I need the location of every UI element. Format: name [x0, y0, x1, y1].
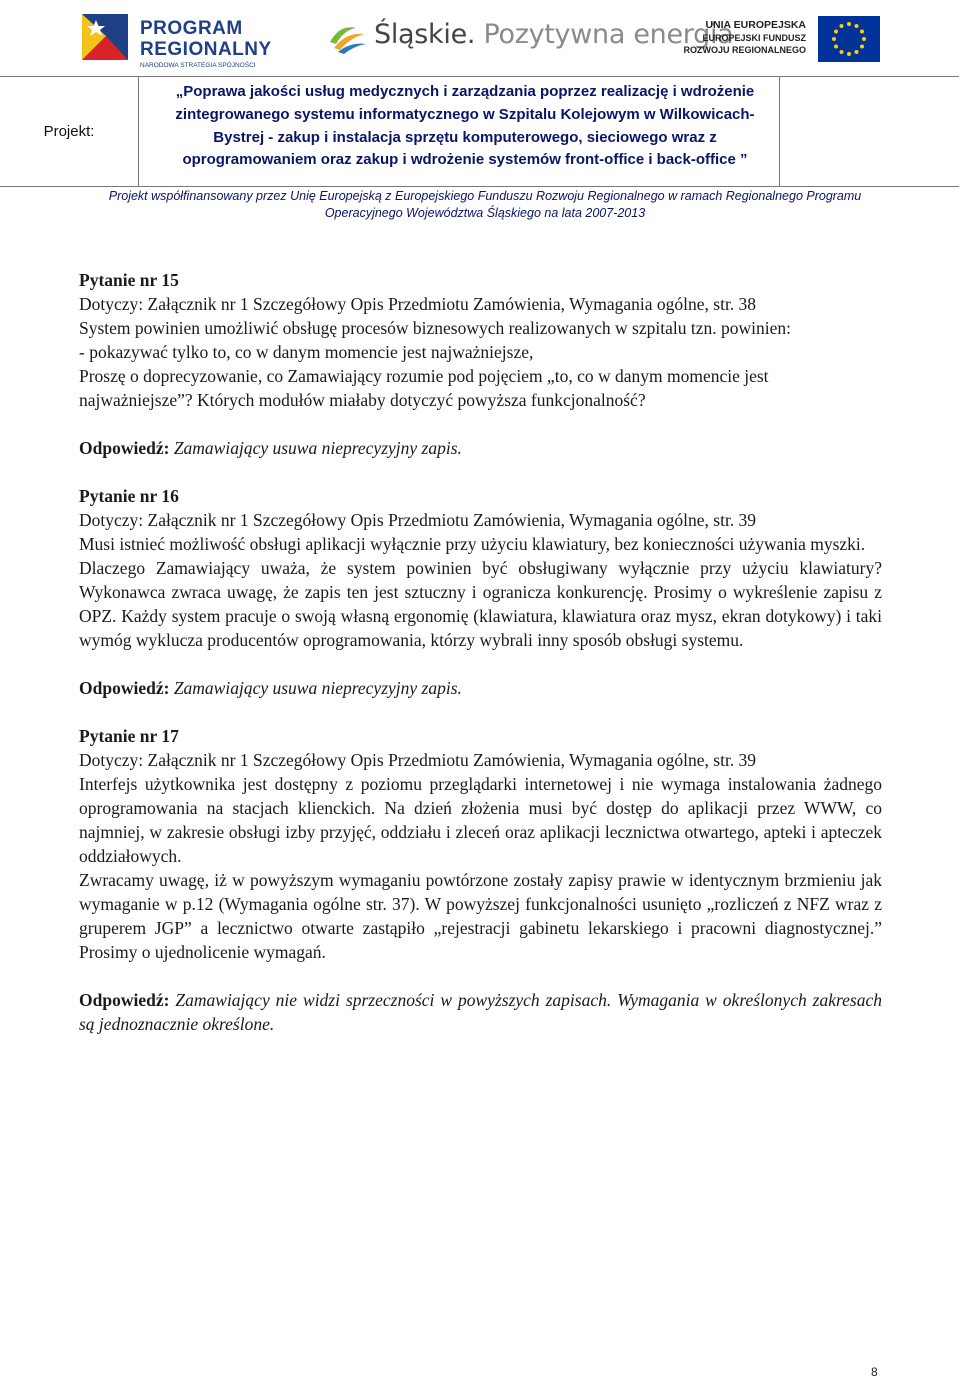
answer-text: Zamawiający nie widzi sprzeczności w powyższych zapisach. Wymagania w określonych zakresach są jednoznacznie określone. — [79, 990, 883, 1034]
answer — [79, 988, 882, 1036]
question-reference: Dotyczy: Załącznik nr 1 Szczegółowy Opis Przedmiotu Zamówienia, Wymagania ogólne, str. 38 — [79, 294, 757, 314]
question-text: Interfejs użytkownika jest dostępny z poziomu przeglądarki internetowej i nie wymaga instalowania żadnego oprogramowania na stacjach klienckich. Na dzień złożenia musi być dostęp do aplikacji przez WWW, co najmniej, w zakresie obsługi izby przyjęć, oddziału i zleceń oraz aplikacji lecznictwa otwartego, apteki i apteczek oddziałowych. — [79, 774, 882, 866]
eu-logo-line2: EUROPEJSKI FUNDUSZ — [702, 33, 806, 43]
question-text: Musi istnieć możliwość obsługi aplikacji wyłącznie przy użyciu klawiatury, bez konieczności używania myszki. — [79, 534, 866, 554]
slaskie-slogan: Pozytywna energia — [483, 19, 734, 50]
answer-text: Zamawiający usuwa nieprecyzyjny zapis. — [173, 438, 462, 458]
question-text: System powinien umożliwić obsługę procesów biznesowych realizowanych w szpitalu tzn. powinien: — [79, 318, 791, 338]
question-bullet: - pokazywać tylko to, co w danym momencie jest najważniejsze, — [79, 342, 534, 362]
project-header — [0, 76, 959, 187]
question-text: Proszę o doprecyzowanie, co Zamawiający rozumie pod pojęciem „to, co w danym momencie jest najważniejsze”? Których modułów miałaby dotyczyć powyższa funkcjonalność? — [79, 366, 769, 410]
question-17 — [79, 724, 882, 1036]
document-body — [79, 268, 882, 1036]
eu-logo-line1: UNIA EUROPEJSKA — [705, 19, 806, 31]
program-logo-line1: PROGRAM — [140, 18, 243, 39]
page-number: 8 — [871, 1365, 878, 1379]
question-text: Dlaczego Zamawiający uważa, że system powinien być obsługiwany wyłącznie przy użyciu klawiatury? Wykonawca zwraca uwagę, że zapis ten jest sztuczny i ogranicza konkurencję. Prosimy o wykreślenie zapisu z OPZ. Każdy system pracuje o swoją własną ergonomię (klawiatura, klawiatura oraz mysz, ekran dotykowy) i taki wymóg wyklucza producentów oprogramowania, którzy wybrali inny sposób obsługi systemu. — [79, 558, 882, 650]
question-reference: Dotyczy: Załącznik nr 1 Szczegółowy Opis Przedmiotu Zamówienia, Wymagania ogólne, str. 39 — [79, 510, 757, 530]
slaskie-logo-text — [374, 21, 733, 48]
question-15 — [79, 268, 882, 460]
question-title: Pytanie nr 16 — [79, 486, 179, 506]
cofinancing-note: Projekt współfinansowany przez Unię Europejską z Europejskiego Funduszu Rozwoju Regionalnego w ramach Regionalnego Programu Operacyjnego Województwa Śląskiego na lata 2007-2013 — [108, 189, 862, 220]
answer — [79, 436, 882, 460]
answer-text: Zamawiający usuwa nieprecyzyjny zapis. — [173, 678, 462, 698]
program-logo-line3: NARODOWA STRATEGIA SPÓJNOŚCI — [140, 62, 256, 69]
eu-flag-icon — [818, 16, 880, 62]
question-reference: Dotyczy: Załącznik nr 1 Szczegółowy Opis Przedmiotu Zamówienia, Wymagania ogólne, str. 39 — [79, 750, 757, 770]
answer-label: Odpowiedź: — [79, 438, 170, 458]
slaskie-name: Śląskie. — [374, 19, 476, 50]
question-title: Pytanie nr 15 — [79, 270, 179, 290]
project-title: „Poprawa jakości usług medycznych i zarządzania poprzez realizację i wdrożenie zintegrowanego systemu informatycznego w Szpitalu Kolejowym w Wilkowicach-Bystrej - zakup i instalacja sprzętu komputerowego, sieciowego wraz z oprogramowaniem oraz zakup i wdrożenie systemów front-office i back-office ” — [175, 83, 755, 169]
program-regionalny-mark-icon — [80, 10, 132, 64]
program-logo-line2: REGIONALNY — [140, 39, 272, 60]
logo-band — [0, 0, 960, 72]
answer — [79, 676, 882, 700]
question-title: Pytanie nr 17 — [79, 726, 179, 746]
answer-label: Odpowiedź: — [79, 678, 170, 698]
program-regionalny-logo — [80, 10, 272, 69]
project-title-cell — [139, 77, 780, 186]
question-text: Zwracamy uwagę, iż w powyższym wymaganiu powtórzone zostały zapisy prawie w identycznym brzmieniu jak wymaganie w p.12 (Wymagania ogólne str. 37). W powyższej funkcjonalności usunięto „rozliczeń z NFZ wraz z gruperem JGP” a lecznictwo otwarte zastąpiło „rejestracji gabinetu lekarskiego i pracowni diagnostycznej.” Prosimy o ujednolicenie wymagań. — [79, 870, 882, 962]
project-label: Projekt: — [0, 77, 139, 186]
question-16 — [79, 484, 882, 700]
slaskie-logo — [326, 18, 734, 58]
eu-logo-line3: ROZWOJU REGIONALNEGO — [683, 45, 806, 55]
slaskie-leaf-icon — [326, 18, 368, 54]
eu-logo — [684, 16, 880, 64]
answer-label: Odpowiedź: — [79, 990, 170, 1010]
